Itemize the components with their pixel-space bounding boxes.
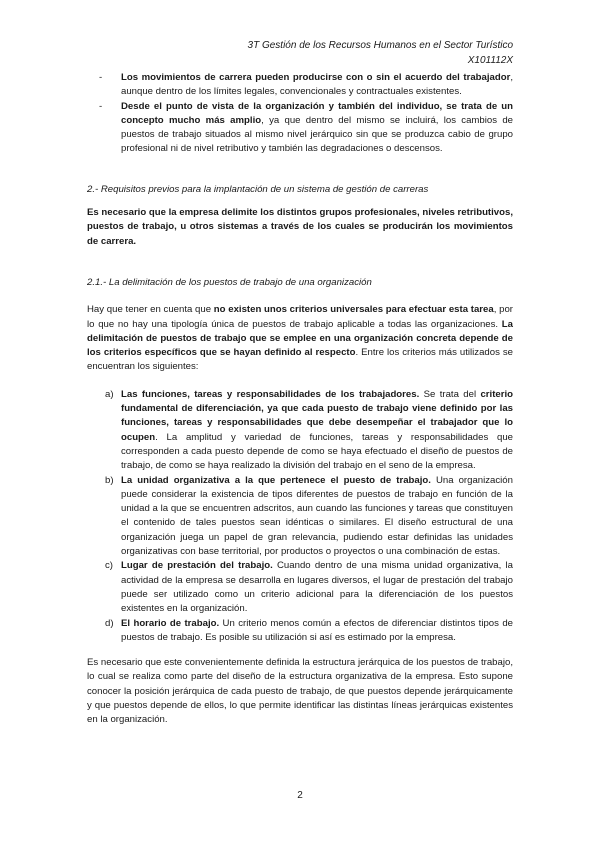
criteria-text: Una organización puede considerar la existencia de tipos diferentes de puestos de trabajo en función de la unidad a la que se encuentren adscritos, aun cuando las funciones y tareas que constituyen el contenido de tales puestos sean idénticas o similares. El diseño estructural de una organización juega un papel de gran relevancia, pudiendo estar definidas las unidades organizativas con base territorial, por productos o proyectos o una combinación de estas. [121,474,513,558]
dash-list [87,71,513,157]
intro-bold: no existen unos criterios universales para efectuar esta tarea [213,304,494,316]
criteria-list [87,388,513,645]
criteria-title: La unidad organizativa a la que pertenece el puesto de trabajo. [121,474,431,486]
criteria-item [87,559,513,616]
criteria-title: Lugar de prestación del trabajo. [121,560,273,572]
criteria-text: Cuando dentro de una misma unidad organizativa, la actividad de la empresa se desarrolla en lugares diversos, el lugar de prestación del trabajo puede ser utilizado como un criterio adicional para la diferenciación de los puestos existentes en la organización. [121,560,513,615]
criteria-title: El horario de trabajo. [121,617,220,629]
bullet-marker: - [99,100,103,112]
header-title: 3T Gestión de los Recursos Humanos en el Sector Turístico [247,40,513,51]
criteria-marker: d) [105,617,114,629]
criteria-text: Un criterio menos común a efectos de diferenciar distintos tipos de puestos de trabajo. Es posible su utilización si así es estimado por la empresa. [121,617,513,643]
intro-bold: La delimitación de puestos de trabajo que se emplee en una organización concreta depende de los criterios específicos que se hayan definido al respecto [87,318,513,359]
criteria-text: Se trata del [419,388,481,400]
section-paragraph-bold: Es necesario que la empresa delimite los distintos grupos profesionales, niveles retributivos, puestos de trabajo, u otros sistemas a través de los cuales se producirán los movimientos de carrera. [87,207,513,247]
intro-text: , por lo que no hay una tipología única de puestos de trabajo aplicable a todas las organizaciones. [87,304,513,330]
closing-paragraph: Es necesario que este convenientemente definida la estructura jerárquica de los puestos de trabajo, lo cual se realiza como parte del diseño de la estructura organizativa de la empresa. Esto supone conocer la posición jerárquica de cada puesto de trabajo, de que puestos depende jerárquicamente y que puestos depende de ellos, lo que permite identificar las distintas líneas jerárquicas existentes en la organización. [87,657,513,726]
list-item [87,71,513,100]
bullet-bold-text: Desde el punto de vista de la organización y también del individuo, se trata de un concepto mucho más amplio [121,100,513,126]
section-heading: 2.- Requisitos previos para la implantación de un sistema de gestión de carreras [87,183,429,195]
section-paragraph [87,206,513,249]
criteria-marker: b) [105,474,114,486]
criteria-title: Las funciones, tareas y responsabilidades de los trabajadores. [121,388,420,400]
intro-text: Hay que tener en cuenta que [87,304,214,316]
criteria-item [87,388,513,474]
intro-paragraph [87,303,513,374]
criteria-marker: a) [105,388,114,400]
criteria-bold: criterio fundamental de diferenciación, ya que cada puesto de trabajo viene definido por las funciones, tareas y responsabilidades que debe desempeñar el trabajador que lo ocupen [121,388,513,443]
criteria-text: . La amplitud y variedad de funciones, tareas y responsabilidades que corresponden a cada puesto depende de como se haya efectuado el diseño de puestos de trabajo, de como se haya realizado la división del trabajo en el seno de la empresa. [121,431,513,472]
bullet-text: , aunque dentro de los límites legales, convencionales y contractuales existentes. [121,72,513,98]
body-content [87,71,513,728]
bullet-text: , ya que dentro del mismo se incluirá, los cambios de puestos de trabajo situados al mismo nivel jerárquico sin que se produzca cabio de grupo profesional ni de nivel retributivo y también las degradaciones o descensos. [121,114,513,155]
list-item [87,100,513,157]
intro-text: . Entre los criterios más utilizados se encuentran los siguientes: [87,347,513,373]
subsection-heading: 2.1.- La delimitación de los puestos de trabajo de una organización [87,276,372,288]
header-code: X101112X [467,55,513,66]
criteria-marker: c) [105,560,113,572]
running-header [248,38,513,68]
criteria-item [87,617,513,646]
bullet-bold-text: Los movimientos de carrera pueden producirse con o sin el acuerdo del trabajador [121,72,511,83]
bullet-marker: - [99,72,103,83]
criteria-item [87,474,513,560]
page-number: 2 [297,790,303,801]
